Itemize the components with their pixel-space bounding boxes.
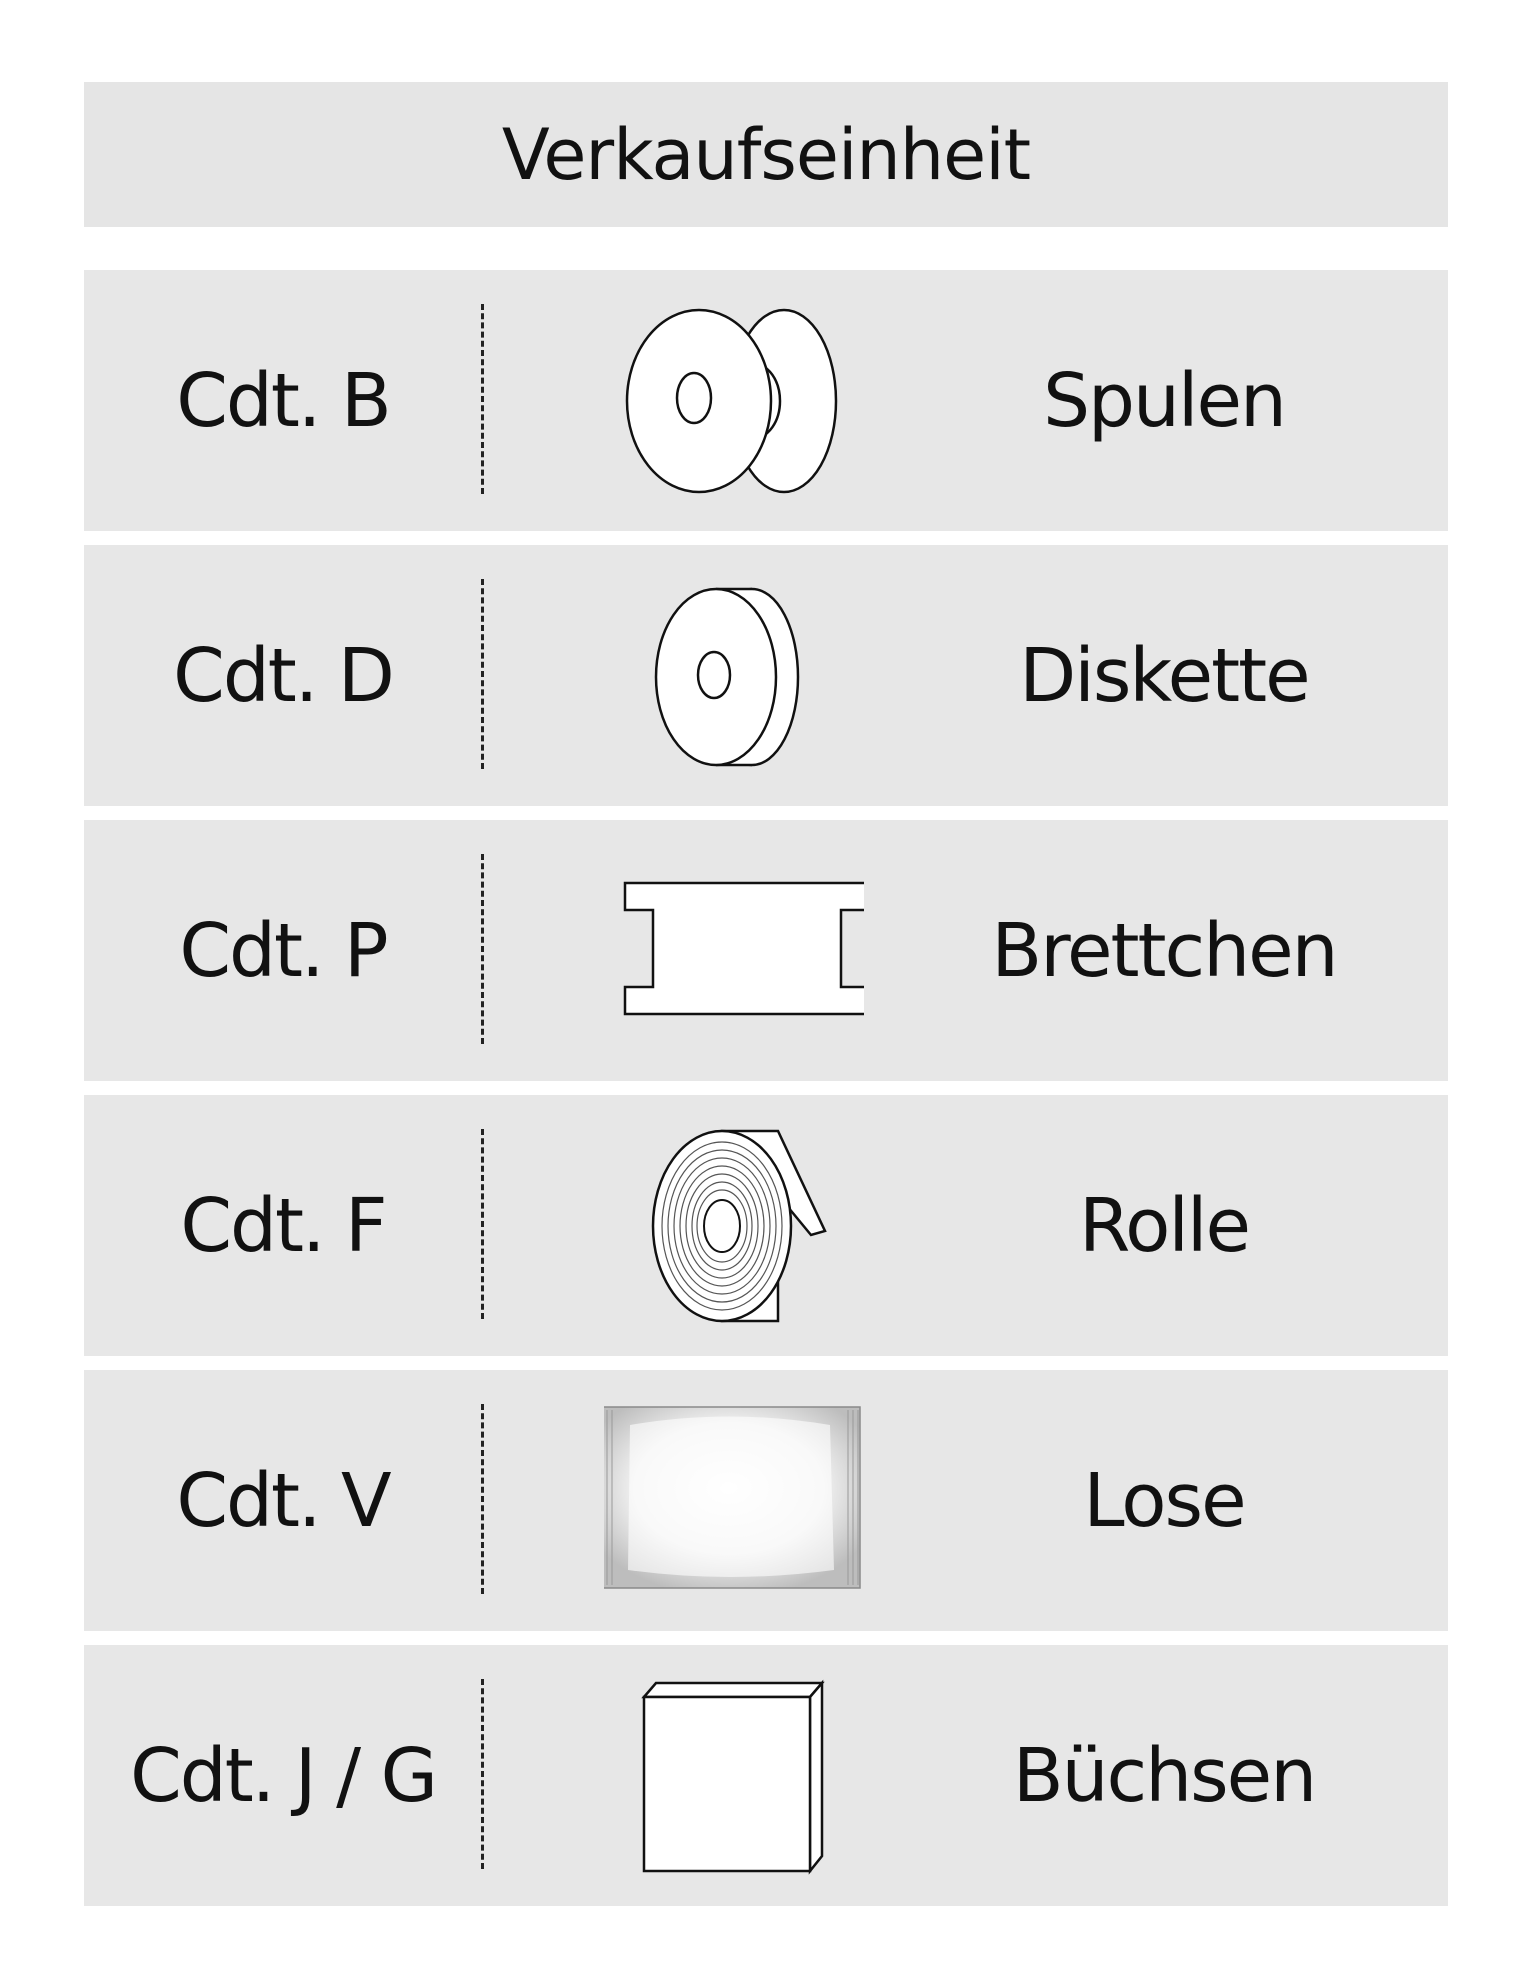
dashed-divider: [481, 304, 484, 494]
row-label: Spulen: [1043, 357, 1285, 444]
row-code: Cdt. V: [176, 1457, 390, 1544]
row-label: Büchsen: [1012, 1732, 1316, 1819]
roll-icon: [604, 1095, 864, 1356]
dashed-divider: [481, 579, 484, 769]
table-row: [84, 1370, 1448, 1631]
row-code: Cdt. F: [180, 1182, 386, 1269]
row-code: Cdt. B: [176, 357, 390, 444]
dashed-divider: [481, 854, 484, 1044]
table-row: [84, 1645, 1448, 1906]
table-header: [84, 82, 1448, 227]
row-label: Rolle: [1078, 1182, 1249, 1269]
table-row: [84, 820, 1448, 1081]
dashed-divider: [481, 1404, 484, 1594]
row-label: Diskette: [1019, 632, 1309, 719]
table-row: [84, 1095, 1448, 1356]
bag-icon: [604, 1370, 864, 1631]
row-code: Cdt. D: [173, 632, 393, 719]
dashed-divider: [481, 1679, 484, 1869]
box-icon: [604, 1645, 864, 1906]
row-label: Lose: [1083, 1457, 1245, 1544]
table-row: [84, 545, 1448, 806]
row-label: Brettchen: [991, 907, 1337, 994]
header-title: Verkaufseinheit: [501, 113, 1031, 196]
dashed-divider: [481, 1129, 484, 1319]
row-code: Cdt. P: [179, 907, 387, 994]
table-row: [84, 270, 1448, 531]
disk-icon: [604, 545, 864, 806]
board-icon: [604, 820, 864, 1081]
row-code: Cdt. J / G: [130, 1732, 436, 1819]
spool-icon: [604, 270, 864, 531]
